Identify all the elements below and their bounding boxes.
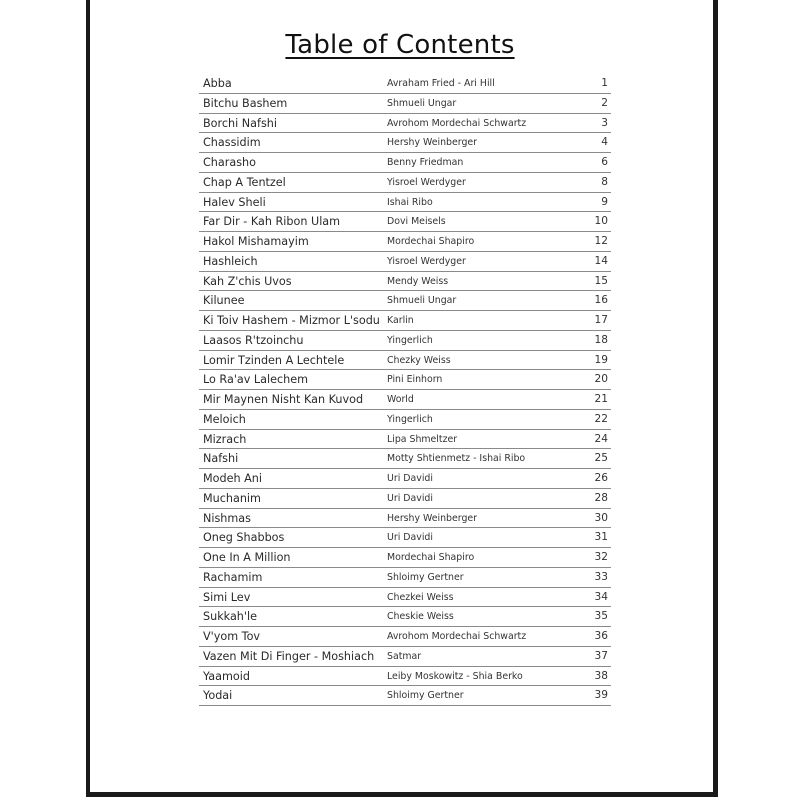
page-number: 38 — [594, 669, 608, 682]
toc-entry — [199, 193, 611, 213]
song-title: Chap A Tentzel — [203, 175, 286, 189]
toc-entry — [199, 528, 611, 548]
artist-name: Yisroel Werdyger — [387, 176, 466, 188]
artist-name: Mendy Weiss — [387, 275, 449, 287]
page-number: 14 — [594, 254, 608, 267]
artist-name: World — [387, 394, 414, 405]
toc-entry — [199, 449, 611, 469]
song-title: Bitchu Bashem — [203, 96, 288, 110]
toc-entry — [199, 647, 611, 667]
page-number: 16 — [594, 294, 608, 307]
song-title: Vazen Mit Di Finger - Moshiach — [203, 649, 375, 663]
toc-entry — [199, 430, 611, 450]
toc-entry — [199, 627, 611, 647]
song-title: V'yom Tov — [203, 630, 261, 643]
toc-entry — [199, 212, 611, 232]
song-title: Mir Maynen Nisht Kan Kuvod — [203, 393, 364, 406]
page-number: 3 — [601, 116, 608, 129]
toc-entry — [199, 410, 611, 430]
song-title: Muchanim — [203, 491, 261, 505]
artist-name: Shloimy Gertner — [387, 571, 464, 583]
toc-entry — [199, 331, 611, 351]
toc-entry — [199, 272, 611, 292]
page-number: 33 — [594, 570, 608, 583]
toc-entry — [199, 686, 611, 706]
artist-name: Shmueli Ungar — [387, 295, 457, 307]
artist-name: Uri Davidi — [387, 473, 433, 484]
artist-name: Uri Davidi — [387, 532, 433, 544]
toc-entry — [199, 607, 611, 627]
page-number: 15 — [594, 274, 608, 287]
page-number: 17 — [594, 314, 608, 326]
song-title: Nafshi — [203, 452, 239, 466]
artist-name: Mordechai Shapiro — [387, 236, 475, 247]
artist-name: Yingerlich — [387, 413, 433, 425]
page-number: 32 — [594, 551, 608, 563]
song-title: Simi Lev — [203, 590, 251, 604]
page-number: 1 — [601, 77, 608, 89]
song-title: Abba — [203, 77, 232, 90]
song-title: Halev Sheli — [203, 195, 266, 209]
artist-name: Satmar — [387, 650, 422, 662]
song-title: Rachamim — [203, 570, 263, 584]
song-title: Chassidim — [203, 136, 261, 150]
toc-entry — [199, 133, 611, 153]
page-title — [0, 30, 800, 60]
toc-entry — [199, 252, 611, 272]
artist-name: Motty Shtienmetz - Ishai Ribo — [387, 453, 526, 465]
toc-entry — [199, 74, 611, 94]
table-of-contents — [199, 74, 611, 706]
song-title: Oneg Shabbos — [203, 531, 285, 545]
page-number: 22 — [594, 412, 608, 425]
artist-name: Dovi Meisels — [387, 216, 446, 228]
page-number: 26 — [594, 472, 608, 484]
artist-name: Shmueli Ungar — [387, 97, 457, 109]
song-title: Modeh Ani — [203, 472, 262, 485]
song-title: Meloich — [203, 412, 246, 426]
page-number: 9 — [601, 195, 608, 208]
artist-name: Yingerlich — [387, 334, 433, 346]
artist-name: Chezky Weiss — [387, 354, 451, 366]
toc-entry — [199, 509, 611, 529]
song-title: Far Dir - Kah Ribon Ulam — [203, 215, 341, 229]
page-number: 20 — [594, 373, 608, 386]
song-title: Kilunee — [203, 294, 245, 308]
page-number: 24 — [594, 432, 608, 445]
song-title: Ki Toiv Hashem - Mizmor L'sodu — [203, 314, 380, 327]
page-number: 39 — [594, 689, 608, 702]
page-number: 25 — [594, 452, 608, 465]
page-number: 10 — [594, 215, 608, 228]
song-title: Hakol Mishamayim — [203, 235, 309, 248]
toc-entry — [199, 291, 611, 311]
page-title-text: Table of Contents — [285, 30, 515, 61]
song-title: Yaamoid — [203, 669, 250, 683]
page-number: 8 — [601, 175, 608, 188]
song-title: Hashleich — [203, 254, 258, 268]
toc-entry — [199, 390, 611, 410]
artist-name: Shloimy Gertner — [387, 690, 464, 702]
song-title: Mizrach — [203, 432, 247, 446]
song-title: Kah Z'chis Uvos — [203, 274, 292, 288]
toc-entry — [199, 370, 611, 390]
artist-name: Avraham Fried - Ari Hill — [387, 78, 495, 89]
artist-name: Karlin — [387, 315, 414, 326]
toc-entry — [199, 311, 611, 331]
toc-entry — [199, 568, 611, 588]
artist-name: Leiby Moskowitz - Shia Berko — [387, 670, 523, 682]
song-title: Laasos R'tzoinchu — [203, 333, 304, 347]
artist-name: Hershy Weinberger — [387, 512, 478, 524]
song-title: Lomir Tzinden A Lechtele — [203, 353, 345, 367]
song-title: Nishmas — [203, 511, 251, 525]
toc-entry — [199, 351, 611, 371]
page-number: 18 — [594, 333, 608, 346]
artist-name: Avrohom Mordechai Schwartz — [387, 117, 527, 129]
toc-entry — [199, 173, 611, 193]
page-number: 28 — [594, 491, 608, 504]
song-title: One In A Million — [203, 551, 291, 564]
page-number: 30 — [594, 511, 608, 524]
toc-entry — [199, 232, 611, 252]
toc-entry — [199, 94, 611, 114]
artist-name: Uri Davidi — [387, 492, 433, 504]
toc-entry — [199, 114, 611, 134]
song-title: Borchi Nafshi — [203, 116, 277, 130]
artist-name: Yisroel Werdyger — [387, 255, 466, 267]
page-number: 37 — [594, 649, 608, 662]
page-number: 36 — [594, 630, 608, 642]
artist-name: Lipa Shmeltzer — [387, 433, 458, 445]
song-title: Charasho — [203, 156, 256, 169]
toc-entry — [199, 548, 611, 568]
artist-name: Hershy Weinberger — [387, 137, 478, 149]
artist-name: Cheskie Weiss — [387, 611, 454, 623]
artist-name: Mordechai Shapiro — [387, 552, 475, 563]
page-number: 4 — [601, 136, 608, 149]
song-title: Lo Ra'av Lalechem — [203, 373, 309, 387]
page-number: 35 — [594, 610, 608, 623]
artist-name: Avrohom Mordechai Schwartz — [387, 631, 527, 642]
toc-entry — [199, 667, 611, 687]
toc-entry — [199, 469, 611, 489]
artist-name: Pini Einhorn — [387, 374, 443, 386]
page-number: 34 — [594, 590, 608, 603]
page-number: 19 — [594, 353, 608, 366]
page-number: 12 — [594, 235, 608, 247]
song-title: Sukkah'le — [203, 610, 257, 624]
artist-name: Chezkei Weiss — [387, 591, 454, 603]
toc-entry — [199, 489, 611, 509]
artist-name: Benny Friedman — [387, 157, 464, 168]
toc-entry — [199, 153, 611, 173]
artist-name: Ishai Ribo — [387, 196, 433, 208]
page-number: 21 — [594, 393, 608, 405]
song-title: Yodai — [203, 689, 233, 703]
page-number: 2 — [601, 96, 608, 109]
page-number: 31 — [594, 531, 608, 544]
toc-entry — [199, 588, 611, 608]
page-number: 6 — [601, 156, 608, 168]
